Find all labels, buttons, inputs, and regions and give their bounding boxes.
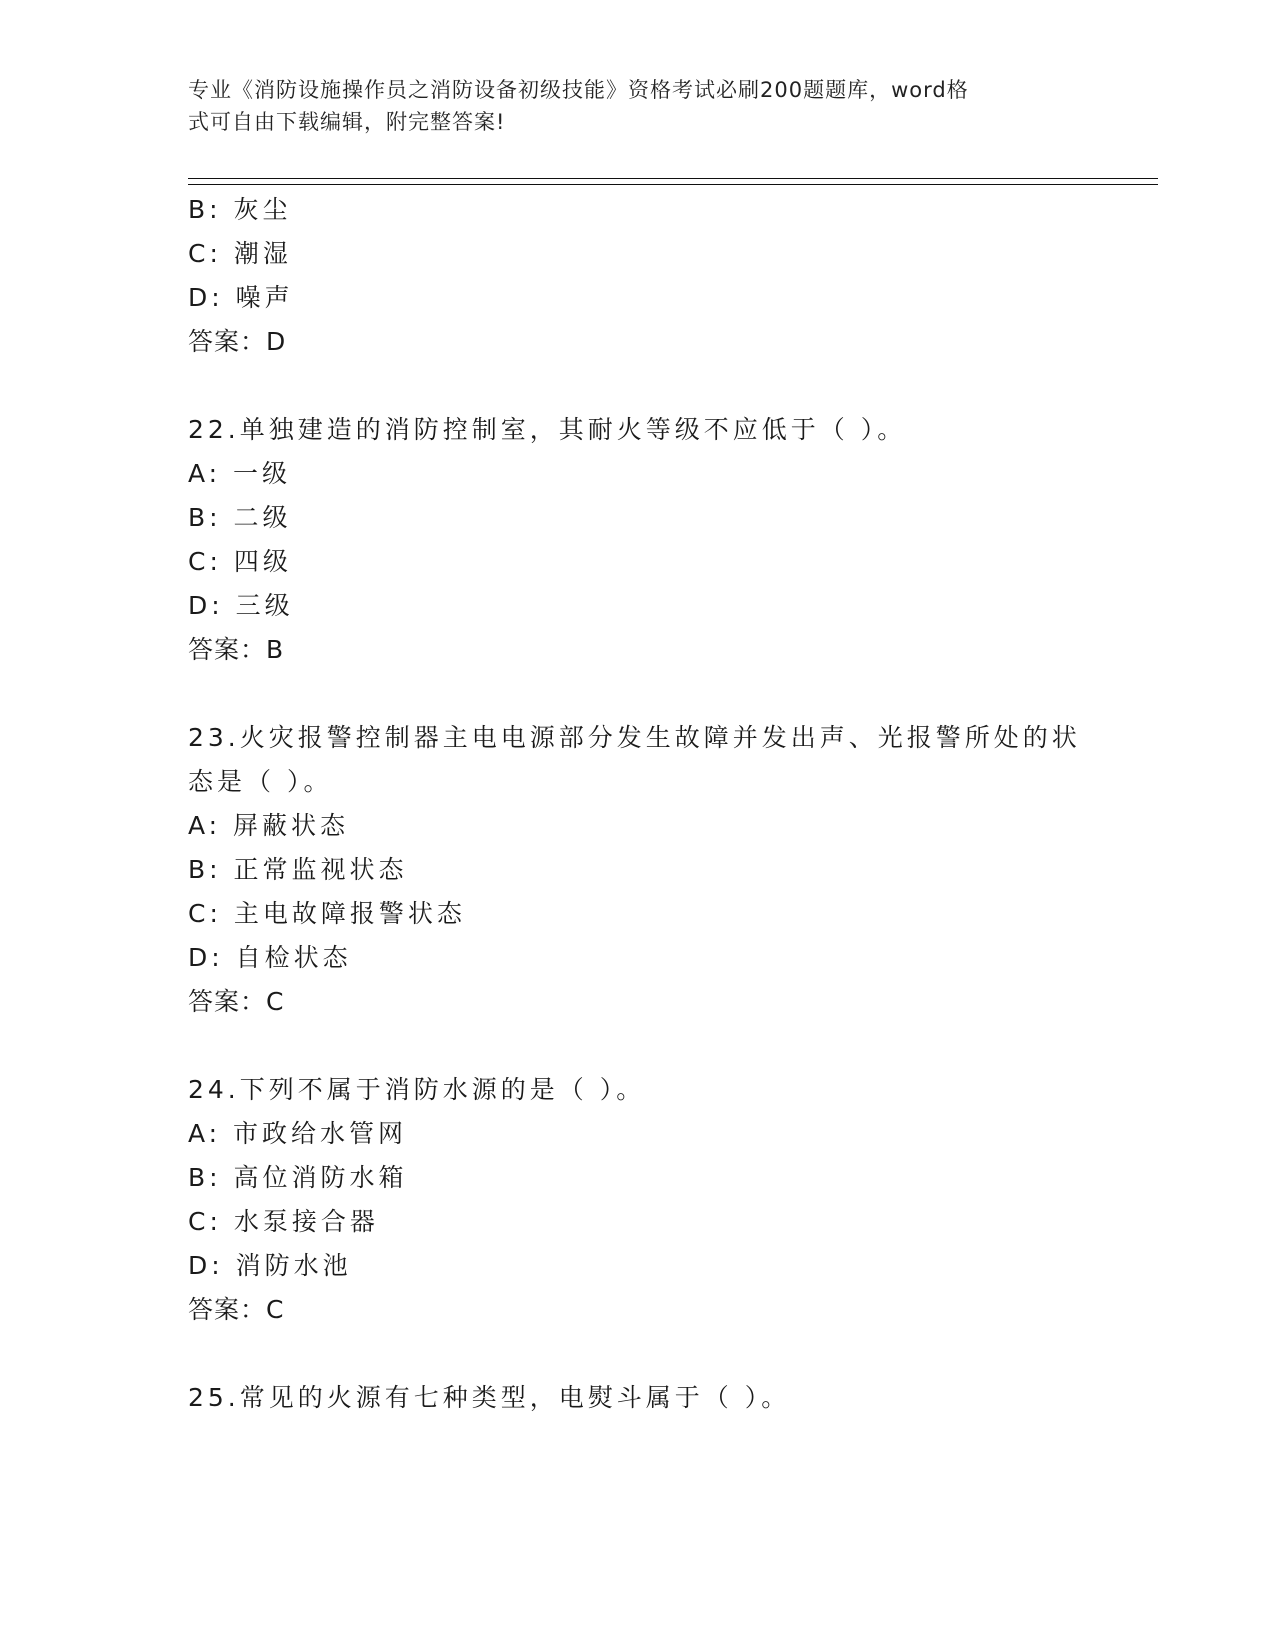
header-divider <box>188 178 1158 185</box>
page-header <box>188 74 1068 138</box>
q22-option-b: B: 二级 <box>188 503 292 532</box>
q22-question: 22.单独建造的消防控制室，其耐火等级不应低于（ ）。 <box>188 415 907 444</box>
q24-option-c: C: 水泵接合器 <box>188 1207 379 1236</box>
q23-option-c: C: 主电故障报警状态 <box>188 899 466 928</box>
q23-question-line-1: 23.火灾报警控制器主电电源部分发生故障并发出声、光报警所处的状 <box>188 723 1081 752</box>
q23-option-a: A: 屏蔽状态 <box>188 811 350 840</box>
q23-answer: 答案：C <box>188 987 285 1016</box>
q21-option-d: D: 噪声 <box>188 283 294 312</box>
q24-option-a: A: 市政给水管网 <box>188 1119 408 1148</box>
q24-option-d: D: 消防水池 <box>188 1251 352 1280</box>
q24-option-b: B: 高位消防水箱 <box>188 1163 408 1192</box>
q21-option-c: C: 潮湿 <box>188 239 292 268</box>
q22-option-d: D: 三级 <box>188 591 294 620</box>
q23-option-d: D: 自检状态 <box>188 943 352 972</box>
q22-option-c: C: 四级 <box>188 547 292 576</box>
q23-question-line-2: 态是（ ）。 <box>188 767 333 796</box>
q25-question: 25.常见的火源有七种类型，电熨斗属于（ ）。 <box>188 1383 791 1412</box>
header-line-2: 式可自由下载编辑，附完整答案! <box>188 110 506 134</box>
q22-answer: 答案：B <box>188 635 285 664</box>
q21-answer: 答案：D <box>188 327 287 356</box>
header-line-1: 专业《消防设施操作员之消防设备初级技能》资格考试必刷200题题库，word格 <box>188 78 969 102</box>
q24-question: 24.下列不属于消防水源的是（ ）。 <box>188 1075 646 1104</box>
q21-option-b: B: 灰尘 <box>188 195 292 224</box>
q24-answer: 答案：C <box>188 1295 285 1324</box>
q22-option-a: A: 一级 <box>188 459 292 488</box>
q23-option-b: B: 正常监视状态 <box>188 855 408 884</box>
